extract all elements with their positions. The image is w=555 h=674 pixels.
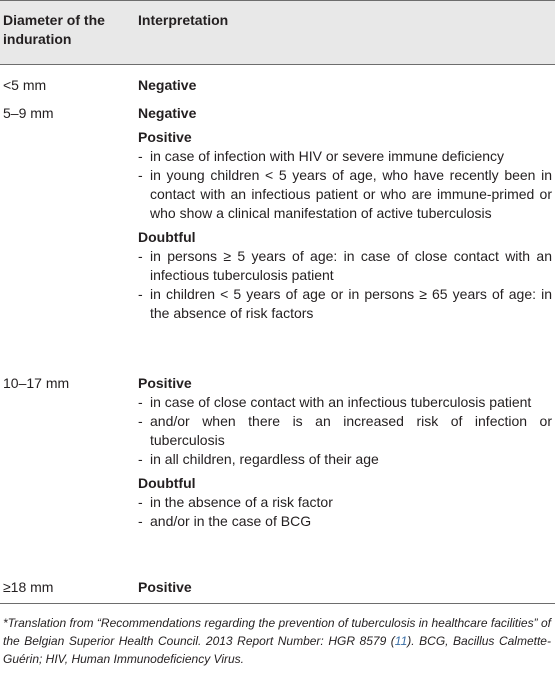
group-title: Positive — [138, 129, 192, 145]
diameter-column-header: Diameter of the induration — [3, 12, 105, 47]
interpretation-cell — [138, 578, 552, 602]
diameter-cell: 10–17 mm — [3, 375, 70, 391]
interpretation-cell — [138, 76, 552, 100]
criterion-item: - in case of close contact with an infectious tuberculosis patient — [138, 393, 552, 412]
reference-link[interactable]: 11 — [394, 634, 408, 648]
footnote-text: ). BCG, Bacillus Calmette-Guérin; HIV, Human Immunodeficiency Virus. — [3, 634, 551, 666]
table-header — [0, 0, 555, 65]
interpretation-group — [138, 128, 552, 223]
table-footnote — [3, 614, 551, 668]
footnote-text: *Translation from “Recommendations regarding the prevention of tuberculosis in healthcare facilities” of the Belgian Superior Health Council. 2013 Report Number: HGR 8579 ( — [3, 616, 551, 648]
group-title: Negative — [138, 105, 197, 121]
group-title: Positive — [138, 375, 192, 391]
interpretation-group — [138, 104, 552, 123]
table-bottom-rule — [0, 603, 555, 604]
diameter-cell: <5 mm — [3, 77, 47, 93]
group-title: Doubtful — [138, 475, 196, 491]
interpretation-group — [138, 474, 552, 531]
interpretation-group — [138, 76, 552, 95]
criterion-item: - in the absence of a risk factor — [138, 493, 552, 512]
interpretation-column-header: Interpretation — [138, 12, 229, 28]
criterion-item: - and/or when there is an increased risk of infection or tuberculosis — [138, 412, 552, 450]
group-title: Negative — [138, 77, 197, 93]
criterion-item: - in all children, regardless of their age — [138, 450, 552, 469]
criterion-item: - in case of infection with HIV or severe immune deficiency — [138, 147, 552, 166]
criterion-item: - in young children < 5 years of age, who have recently been in contact with an infectious patient or who are immune-primed or who show a clinical manifestation of active tuberculosis — [138, 166, 552, 223]
interpretation-group — [138, 228, 552, 323]
criterion-item: - and/or in the case of BCG — [138, 512, 552, 531]
diameter-cell: 5–9 mm — [3, 105, 54, 121]
criterion-item: - in persons ≥ 5 years of age: in case of close contact with an infectious tuberculosis patient — [138, 247, 552, 285]
criterion-item: - in children < 5 years of age or in persons ≥ 65 years of age: in the absence of risk factors — [138, 285, 552, 323]
diameter-cell: ≥18 mm — [3, 579, 54, 595]
interpretation-cell — [138, 374, 552, 536]
group-title: Positive — [138, 579, 192, 595]
interpretation-group — [138, 374, 552, 469]
interpretation-group — [138, 578, 552, 597]
group-title: Doubtful — [138, 229, 196, 245]
interpretation-cell — [138, 104, 552, 328]
